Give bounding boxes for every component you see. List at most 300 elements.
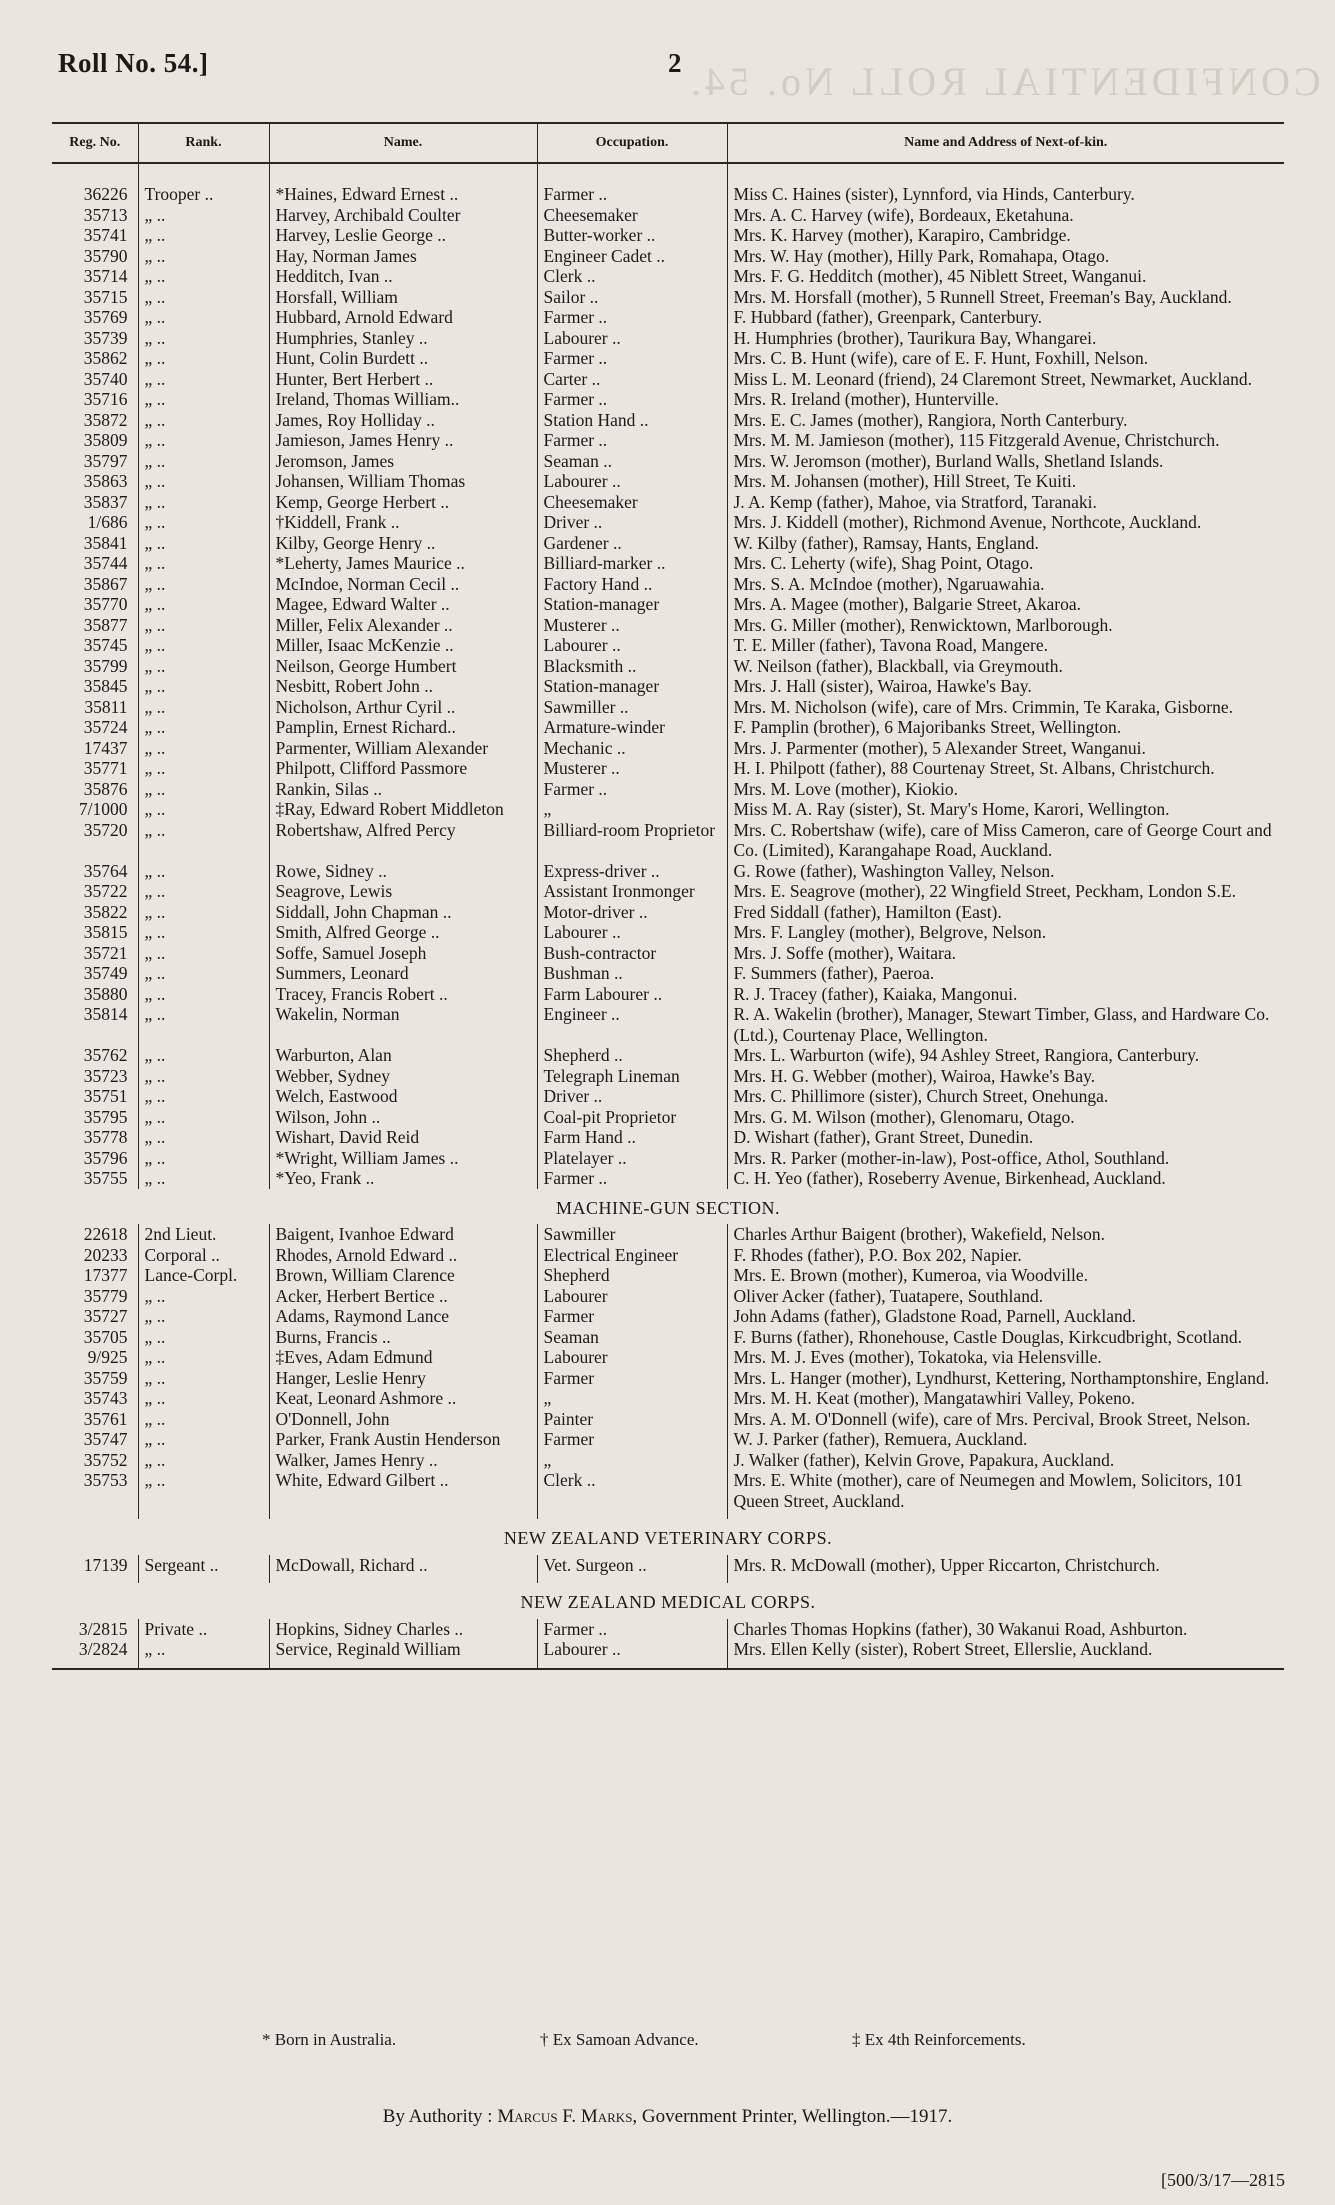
column-header: Name. <box>269 123 537 163</box>
rank-cell: „ .. <box>138 1639 269 1669</box>
name-cell: Rowe, Sidney .. <box>269 861 537 882</box>
occupation-cell: Painter <box>537 1409 727 1430</box>
occupation-cell: Farmer .. <box>537 779 727 800</box>
rank-cell: „ .. <box>138 225 269 246</box>
reg-no-cell: 35795 <box>83 1106 128 1127</box>
rank-cell: „ .. <box>138 328 269 349</box>
rank-cell: Private .. <box>138 1619 269 1640</box>
reg-no-cell: 35723 <box>83 1065 128 1086</box>
authority-prefix: By Authority : <box>382 2106 493 2127</box>
rank-cell: „ .. <box>138 1450 269 1471</box>
occupation-cell: Shepherd .. <box>537 1045 727 1066</box>
next-of-kin-cell: Mrs. R. Ireland (mother), Hunterville. <box>727 389 1284 410</box>
table-row <box>52 1619 1284 1640</box>
reg-no-cell: 35845 <box>83 676 128 696</box>
table-row <box>52 1388 1284 1409</box>
occupation-cell: Carter .. <box>537 369 727 390</box>
reg-no-cell: 35778 <box>83 1127 128 1147</box>
table-row <box>52 1148 1284 1169</box>
table-row <box>52 471 1284 492</box>
bottom-rule-cell <box>52 1669 1284 1674</box>
table-row <box>52 246 1284 267</box>
next-of-kin-cell: Mrs. R. McDowall (mother), Upper Riccarton, Christchurch. <box>727 1555 1284 1584</box>
next-of-kin-cell: F. Hubbard (father), Greenpark, Canterbury. <box>727 307 1284 328</box>
reg-no-cell: 35705 <box>83 1326 128 1347</box>
reg-no-cell: 35762 <box>83 1045 128 1065</box>
rank-cell: „ .. <box>138 738 269 759</box>
next-of-kin-cell: Mrs. E. C. James (mother), Rangiora, North Canterbury. <box>727 410 1284 431</box>
name-cell: Soffe, Samuel Joseph <box>269 943 537 964</box>
next-of-kin-cell: Mrs. W. Hay (mother), Hilly Park, Romahapa, Otago. <box>727 246 1284 267</box>
reg-no-cell: 35876 <box>83 778 128 799</box>
table-row <box>52 451 1284 472</box>
name-cell: Wilson, John .. <box>269 1107 537 1128</box>
next-of-kin-cell: Oliver Acker (father), Tuatapere, Southland. <box>727 1286 1284 1307</box>
name-cell: Hanger, Leslie Henry <box>269 1368 537 1389</box>
occupation-cell: Farmer <box>537 1306 727 1327</box>
name-cell: Miller, Felix Alexander .. <box>269 615 537 636</box>
table-row <box>52 1127 1284 1148</box>
occupation-cell: Labourer .. <box>537 328 727 349</box>
reg-no-cell: 35770 <box>83 594 128 614</box>
next-of-kin-cell: Mrs. M. Horsfall (mother), 5 Runnell Street, Freeman's Bay, Auckland. <box>727 287 1284 308</box>
name-cell: *Leherty, James Maurice .. <box>269 553 537 574</box>
name-cell: Service, Reginald William <box>269 1639 537 1669</box>
section-heading-row <box>52 1583 1284 1619</box>
reg-no-cell: 35814 <box>83 1004 128 1024</box>
reg-no-cell: 35796 <box>83 1147 128 1168</box>
rank-cell: „ .. <box>138 1045 269 1066</box>
reg-no-cell: 35764 <box>83 860 128 881</box>
reg-no-cell: 35759 <box>83 1367 128 1388</box>
table-row <box>52 861 1284 882</box>
reg-no-cell: 35751 <box>83 1086 128 1106</box>
reg-no-cell: 35713 <box>83 204 128 225</box>
rank-cell: „ .. <box>138 1148 269 1169</box>
reg-no-cell: 35769 <box>83 307 128 327</box>
name-cell: Rhodes, Arnold Edward .. <box>269 1245 537 1266</box>
spacer-cell <box>537 163 727 184</box>
table-row <box>52 389 1284 410</box>
occupation-cell: Billiard-marker .. <box>537 553 727 574</box>
printer-authority <box>0 2106 1335 2128</box>
occupation-cell: Labourer <box>537 1347 727 1368</box>
reg-no-cell: 35753 <box>83 1470 128 1490</box>
next-of-kin-cell: Mrs. E. Brown (mother), Kumeroa, via Woodville. <box>727 1265 1284 1286</box>
name-cell: James, Roy Holliday .. <box>269 410 537 431</box>
reg-no-cell: 35741 <box>83 225 128 245</box>
next-of-kin-cell: Mrs. M. Johansen (mother), Hill Street, Te Kuiti. <box>727 471 1284 492</box>
rank-cell: „ .. <box>138 287 269 308</box>
occupation-cell: Station Hand .. <box>537 410 727 431</box>
rank-cell: „ .. <box>138 1306 269 1327</box>
reg-no-cell: 35752 <box>83 1449 128 1470</box>
occupation-cell: Sawmiller <box>537 1224 727 1245</box>
rank-cell: „ .. <box>138 430 269 451</box>
print-reference: [500/3/17—2815 <box>1161 2170 1285 2190</box>
occupation-cell: Driver .. <box>537 512 727 533</box>
table-row <box>52 553 1284 574</box>
table-row <box>52 656 1284 677</box>
next-of-kin-cell: Mrs. K. Harvey (mother), Karapiro, Cambridge. <box>727 225 1284 246</box>
footnote-born-australia: * Born in Australia. <box>262 2030 397 2049</box>
occupation-cell: Armature-winder <box>537 717 727 738</box>
name-cell: Wishart, David Reid <box>269 1127 537 1148</box>
rank-cell: „ .. <box>138 266 269 287</box>
reg-no-cell: 35779 <box>83 1285 128 1306</box>
name-cell: Tracey, Francis Robert .. <box>269 984 537 1005</box>
reg-no-cell: 22618 <box>83 1224 128 1244</box>
footnote-4th-reinforcements: ‡ Ex 4th Reinforcements. <box>852 2030 1026 2049</box>
occupation-cell: Bush-contractor <box>537 943 727 964</box>
occupation-cell: Bushman .. <box>537 963 727 984</box>
next-of-kin-cell: J. Walker (father), Kelvin Grove, Papakura, Auckland. <box>727 1450 1284 1471</box>
name-cell: Harvey, Archibald Coulter <box>269 205 537 226</box>
next-of-kin-cell: Miss C. Haines (sister), Lynnford, via Hinds, Canterbury. <box>727 184 1284 205</box>
name-cell: White, Edward Gilbert .. <box>269 1470 537 1519</box>
occupation-cell: Labourer .. <box>537 922 727 943</box>
table-row <box>52 1409 1284 1430</box>
table-row <box>52 1224 1284 1245</box>
rank-cell: „ .. <box>138 451 269 472</box>
spacer-cell <box>52 163 138 184</box>
next-of-kin-cell: Mrs. F. G. Hedditch (mother), 45 Niblett Street, Wanganui. <box>727 266 1284 287</box>
name-cell: Hubbard, Arnold Edward <box>269 307 537 328</box>
name-cell: Welch, Eastwood <box>269 1086 537 1107</box>
occupation-cell: Telegraph Lineman <box>537 1066 727 1087</box>
next-of-kin-cell: R. A. Wakelin (brother), Manager, Stewart Timber, Glass, and Hardware Co. (Ltd.), Courtenay Place, Wellington. <box>727 1004 1284 1045</box>
name-cell: Adams, Raymond Lance <box>269 1306 537 1327</box>
rank-cell: „ .. <box>138 902 269 923</box>
occupation-cell: Farmer .. <box>537 1168 727 1189</box>
table-row <box>52 266 1284 287</box>
name-cell: Warburton, Alan <box>269 1045 537 1066</box>
rank-cell: „ .. <box>138 615 269 636</box>
nominal-roll-table <box>52 122 1284 1674</box>
next-of-kin-cell: C. H. Yeo (father), Roseberry Avenue, Birkenhead, Auckland. <box>727 1168 1284 1189</box>
next-of-kin-cell: R. J. Tracey (father), Kaiaka, Mangonui. <box>727 984 1284 1005</box>
rank-cell: „ .. <box>138 1107 269 1128</box>
roll-number: Roll No. 54.] <box>58 48 209 78</box>
reg-no-cell: 35867 <box>83 573 128 594</box>
name-cell: Rankin, Silas .. <box>269 779 537 800</box>
name-cell: Webber, Sydney <box>269 1066 537 1087</box>
next-of-kin-cell: Mrs. A. C. Harvey (wife), Bordeaux, Eketahuna. <box>727 205 1284 226</box>
next-of-kin-cell: Mrs. H. G. Webber (mother), Wairoa, Hawke's Bay. <box>727 1066 1284 1087</box>
occupation-cell: Labourer .. <box>537 635 727 656</box>
occupation-cell: Farmer .. <box>537 389 727 410</box>
reg-no-cell: 35722 <box>83 881 128 901</box>
occupation-cell: Seaman .. <box>537 451 727 472</box>
occupation-cell: Labourer .. <box>537 1639 727 1669</box>
table-row <box>52 1306 1284 1327</box>
name-cell: Magee, Edward Walter .. <box>269 594 537 615</box>
name-cell: Ireland, Thomas William.. <box>269 389 537 410</box>
name-cell: Acker, Herbert Bertice .. <box>269 1286 537 1307</box>
next-of-kin-cell: Mrs. J. Hall (sister), Wairoa, Hawke's Bay. <box>727 676 1284 697</box>
name-cell: Jeromson, James <box>269 451 537 472</box>
reg-no-cell: 36226 <box>83 184 128 204</box>
reg-no-cell: 35837 <box>83 491 128 512</box>
rank-cell: „ .. <box>138 512 269 533</box>
name-cell: ‡Ray, Edward Robert Middleton <box>269 799 537 820</box>
occupation-cell: Musterer .. <box>537 615 727 636</box>
occupation-cell: Farmer .. <box>537 307 727 328</box>
next-of-kin-cell: H. I. Philpott (father), 88 Courtenay Street, St. Albans, Christchurch. <box>727 758 1284 779</box>
name-cell: Summers, Leonard <box>269 963 537 984</box>
name-cell: Johansen, William Thomas <box>269 471 537 492</box>
rank-cell: „ .. <box>138 779 269 800</box>
occupation-cell: Farm Labourer .. <box>537 984 727 1005</box>
next-of-kin-cell: Mrs. W. Jeromson (mother), Burland Walls, Shetland Islands. <box>727 451 1284 472</box>
occupation-cell: Station-manager <box>537 676 727 697</box>
next-of-kin-cell: Mrs. J. Soffe (mother), Waitara. <box>727 943 1284 964</box>
rank-cell: 2nd Lieut. <box>138 1224 269 1245</box>
occupation-cell: Express-driver .. <box>537 861 727 882</box>
table-row <box>52 615 1284 636</box>
table-row <box>52 820 1284 861</box>
name-cell: ‡Eves, Adam Edmund <box>269 1347 537 1368</box>
reg-no-cell: 35771 <box>83 758 128 778</box>
column-header: Name and Address of Next-of-kin. <box>727 123 1284 163</box>
rank-cell: „ .. <box>138 1086 269 1107</box>
rank-cell: „ .. <box>138 984 269 1005</box>
occupation-cell: Farmer <box>537 1368 727 1389</box>
name-cell: Baigent, Ivanhoe Edward <box>269 1224 537 1245</box>
next-of-kin-cell: Mrs. E. White (mother), care of Neumegen and Mowlem, Solicitors, 101 Queen Street, Auckland. <box>727 1470 1284 1519</box>
occupation-cell: Electrical Engineer <box>537 1245 727 1266</box>
rank-cell: „ .. <box>138 635 269 656</box>
name-cell: Pamplin, Ernest Richard.. <box>269 717 537 738</box>
next-of-kin-cell: F. Pamplin (brother), 6 Majoribanks Street, Wellington. <box>727 717 1284 738</box>
next-of-kin-cell: Mrs. M. Nicholson (wife), care of Mrs. Crimmin, Te Karaka, Gisborne. <box>727 697 1284 718</box>
table-header-row <box>52 123 1284 163</box>
rank-cell: „ .. <box>138 799 269 820</box>
occupation-cell: Farm Hand .. <box>537 1127 727 1148</box>
rank-cell: „ .. <box>138 1429 269 1450</box>
section-title: NEW ZEALAND VETERINARY CORPS. <box>503 1528 833 1548</box>
rank-cell: „ .. <box>138 1388 269 1409</box>
occupation-cell: Vet. Surgeon .. <box>537 1555 727 1584</box>
reg-no-cell: 35797 <box>83 450 128 471</box>
table-row <box>52 697 1284 718</box>
footnote-samoan-advance: † Ex Samoan Advance. <box>540 2030 699 2049</box>
name-cell: Parmenter, William Alexander <box>269 738 537 759</box>
occupation-cell: Assistant Ironmonger <box>537 881 727 902</box>
next-of-kin-cell: Mrs. M. H. Keat (mother), Mangatawhiri Valley, Pokeno. <box>727 1388 1284 1409</box>
table-row <box>52 512 1284 533</box>
column-header: Occupation. <box>537 123 727 163</box>
reg-no-cell: 35815 <box>83 922 128 942</box>
section-title: MACHINE-GUN SECTION. <box>556 1197 780 1218</box>
table-row <box>52 205 1284 226</box>
rank-cell: „ .. <box>138 881 269 902</box>
next-of-kin-cell: Mrs. M. J. Eves (mother), Tokatoka, via Helensville. <box>727 1347 1284 1368</box>
name-cell: Miller, Isaac McKenzie .. <box>269 635 537 656</box>
rank-cell: „ .. <box>138 861 269 882</box>
table-row <box>52 1086 1284 1107</box>
table-row <box>52 1429 1284 1450</box>
reg-no-cell: 35745 <box>83 635 128 655</box>
name-cell: Hopkins, Sidney Charles .. <box>269 1619 537 1640</box>
next-of-kin-cell: Mrs. L. Hanger (mother), Lyndhurst, Kettering, Northamptonshire, England. <box>727 1368 1284 1389</box>
table-row <box>52 594 1284 615</box>
occupation-cell: Seaman <box>537 1327 727 1348</box>
show-through-text: CONFIDENTIAL ROLL No. 54. <box>687 59 1321 104</box>
occupation-cell: Labourer <box>537 1286 727 1307</box>
rank-cell: „ .. <box>138 492 269 513</box>
rank-cell: „ .. <box>138 1409 269 1430</box>
name-cell: McIndoe, Norman Cecil .. <box>269 574 537 595</box>
reg-no-cell: 35877 <box>83 614 128 635</box>
next-of-kin-cell: Mrs. E. Seagrove (mother), 22 Wingfield Street, Peckham, London S.E. <box>727 881 1284 902</box>
table-row <box>52 410 1284 431</box>
next-of-kin-cell: Mrs. A. M. O'Donnell (wife), care of Mrs. Percival, Brook Street, Nelson. <box>727 1409 1284 1430</box>
occupation-cell: Factory Hand .. <box>537 574 727 595</box>
occupation-cell: Motor-driver .. <box>537 902 727 923</box>
table-row <box>52 1107 1284 1128</box>
reg-no-cell: 35755 <box>83 1168 128 1188</box>
table-row <box>52 225 1284 246</box>
reg-no-cell: 35720 <box>83 819 128 840</box>
table-bottom-rule <box>52 1669 1284 1674</box>
rank-cell: „ .. <box>138 410 269 431</box>
occupation-cell: Gardener .. <box>537 533 727 554</box>
rank-cell: Trooper .. <box>138 184 269 205</box>
column-header: Reg. No. <box>52 123 138 163</box>
spacer-row <box>52 163 1284 184</box>
table-row <box>52 1470 1284 1519</box>
reg-no-cell: 35744 <box>83 553 128 573</box>
reg-no-cell: 17139 <box>83 1554 128 1575</box>
occupation-cell: Sawmiller .. <box>537 697 727 718</box>
reg-no-cell: 17377 <box>83 1265 128 1285</box>
next-of-kin-cell: Charles Arthur Baigent (brother), Wakefield, Nelson. <box>727 1224 1284 1245</box>
reg-no-cell: 35739 <box>83 327 128 348</box>
rank-cell: „ .. <box>138 1286 269 1307</box>
reg-no-cell: 20233 <box>83 1244 128 1265</box>
table-row <box>52 184 1284 205</box>
next-of-kin-cell: Mrs. C. B. Hunt (wife), care of E. F. Hunt, Foxhill, Nelson. <box>727 348 1284 369</box>
occupation-cell: Driver .. <box>537 1086 727 1107</box>
occupation-cell: Mechanic .. <box>537 738 727 759</box>
next-of-kin-cell: G. Rowe (father), Washington Valley, Nelson. <box>727 861 1284 882</box>
rank-cell: „ .. <box>138 1127 269 1148</box>
next-of-kin-cell: Mrs. C. Robertshaw (wife), care of Miss Cameron, care of George Court and Co. (Limited), Karangahape Road, Auckland. <box>727 820 1284 861</box>
table-row <box>52 492 1284 513</box>
page-number: 2 <box>668 48 682 78</box>
reg-no-cell: 35862 <box>83 348 128 368</box>
rank-cell: „ .. <box>138 594 269 615</box>
table-row <box>52 779 1284 800</box>
name-cell: O'Donnell, John <box>269 1409 537 1430</box>
occupation-cell: Farmer .. <box>537 1619 727 1640</box>
occupation-cell: Clerk .. <box>537 1470 727 1519</box>
rank-cell: Corporal .. <box>138 1245 269 1266</box>
reg-no-cell: 17437 <box>83 737 128 758</box>
next-of-kin-cell: W. J. Parker (father), Remuera, Auckland. <box>727 1429 1284 1450</box>
next-of-kin-cell: Mrs. F. Langley (mother), Belgrove, Nelson. <box>727 922 1284 943</box>
rank-cell: „ .. <box>138 717 269 738</box>
table-row <box>52 738 1284 759</box>
reg-no-cell: 35740 <box>83 368 128 389</box>
occupation-cell: Farmer .. <box>537 348 727 369</box>
name-cell: Hedditch, Ivan .. <box>269 266 537 287</box>
reg-no-cell: 35822 <box>83 901 128 922</box>
rank-cell: Lance-Corpl. <box>138 1265 269 1286</box>
rank-cell: „ .. <box>138 1168 269 1189</box>
table-row <box>52 1639 1284 1669</box>
table-row <box>52 1066 1284 1087</box>
rank-cell: „ .. <box>138 1066 269 1087</box>
rank-cell: „ .. <box>138 471 269 492</box>
name-cell: Smith, Alfred George .. <box>269 922 537 943</box>
next-of-kin-cell: Mrs. S. A. McIndoe (mother), Ngaruawahia. <box>727 574 1284 595</box>
reg-no-cell: 35761 <box>83 1408 128 1429</box>
rank-cell: „ .. <box>138 656 269 677</box>
reg-no-cell: 35799 <box>83 655 128 676</box>
next-of-kin-cell: F. Summers (father), Paeroa. <box>727 963 1284 984</box>
table-row <box>52 1327 1284 1348</box>
occupation-cell: „ <box>537 1388 727 1409</box>
next-of-kin-cell: Mrs. C. Leherty (wife), Shag Point, Otago. <box>727 553 1284 574</box>
reg-no-cell: 35841 <box>83 532 128 553</box>
table-row <box>52 799 1284 820</box>
next-of-kin-cell: W. Neilson (father), Blackball, via Greymouth. <box>727 656 1284 677</box>
next-of-kin-cell: Mrs. G. Miller (mother), Renwicktown, Marlborough. <box>727 615 1284 636</box>
reg-no-cell: 35724 <box>83 717 128 737</box>
table-row <box>52 902 1284 923</box>
next-of-kin-cell: Miss L. M. Leonard (friend), 24 Claremont Street, Newmarket, Auckland. <box>727 369 1284 390</box>
name-cell: Siddall, John Chapman .. <box>269 902 537 923</box>
authority-suffix: , Government Printer, Wellington.—1917. <box>632 2106 953 2127</box>
rank-cell: „ .. <box>138 1368 269 1389</box>
section-heading-row <box>52 1189 1284 1225</box>
next-of-kin-cell: Mrs. M. M. Jamieson (mother), 115 Fitzgerald Avenue, Christchurch. <box>727 430 1284 451</box>
name-cell: Robertshaw, Alfred Percy <box>269 820 537 861</box>
table-row <box>52 984 1284 1005</box>
table-row <box>52 328 1284 349</box>
reg-no-cell: 35863 <box>83 471 128 491</box>
name-cell: Nesbitt, Robert John .. <box>269 676 537 697</box>
rank-cell: „ .. <box>138 307 269 328</box>
table-row <box>52 1265 1284 1286</box>
rank-cell: „ .. <box>138 1347 269 1368</box>
next-of-kin-cell: Miss M. A. Ray (sister), St. Mary's Home, Karori, Wellington. <box>727 799 1284 820</box>
occupation-cell: Engineer Cadet .. <box>537 246 727 267</box>
occupation-cell: Platelayer .. <box>537 1148 727 1169</box>
table-row <box>52 1168 1284 1189</box>
name-cell: Harvey, Leslie George .. <box>269 225 537 246</box>
table-row <box>52 1286 1284 1307</box>
occupation-cell: Butter-worker .. <box>537 225 727 246</box>
spacer-cell <box>727 163 1284 184</box>
occupation-cell: Station-manager <box>537 594 727 615</box>
rank-cell: „ .. <box>138 963 269 984</box>
table-row <box>52 881 1284 902</box>
next-of-kin-cell: Mrs. L. Warburton (wife), 94 Ashley Street, Rangiora, Canterbury. <box>727 1045 1284 1066</box>
table-row <box>52 1045 1284 1066</box>
rank-cell: „ .. <box>138 697 269 718</box>
occupation-cell: Cheesemaker <box>537 492 727 513</box>
name-cell: Seagrove, Lewis <box>269 881 537 902</box>
rank-cell: „ .. <box>138 758 269 779</box>
reg-no-cell: 35811 <box>84 696 128 717</box>
reg-no-cell: 35727 <box>83 1306 128 1326</box>
table-row <box>52 348 1284 369</box>
name-cell: Hunter, Bert Herbert .. <box>269 369 537 390</box>
next-of-kin-cell: D. Wishart (father), Grant Street, Dunedin. <box>727 1127 1284 1148</box>
